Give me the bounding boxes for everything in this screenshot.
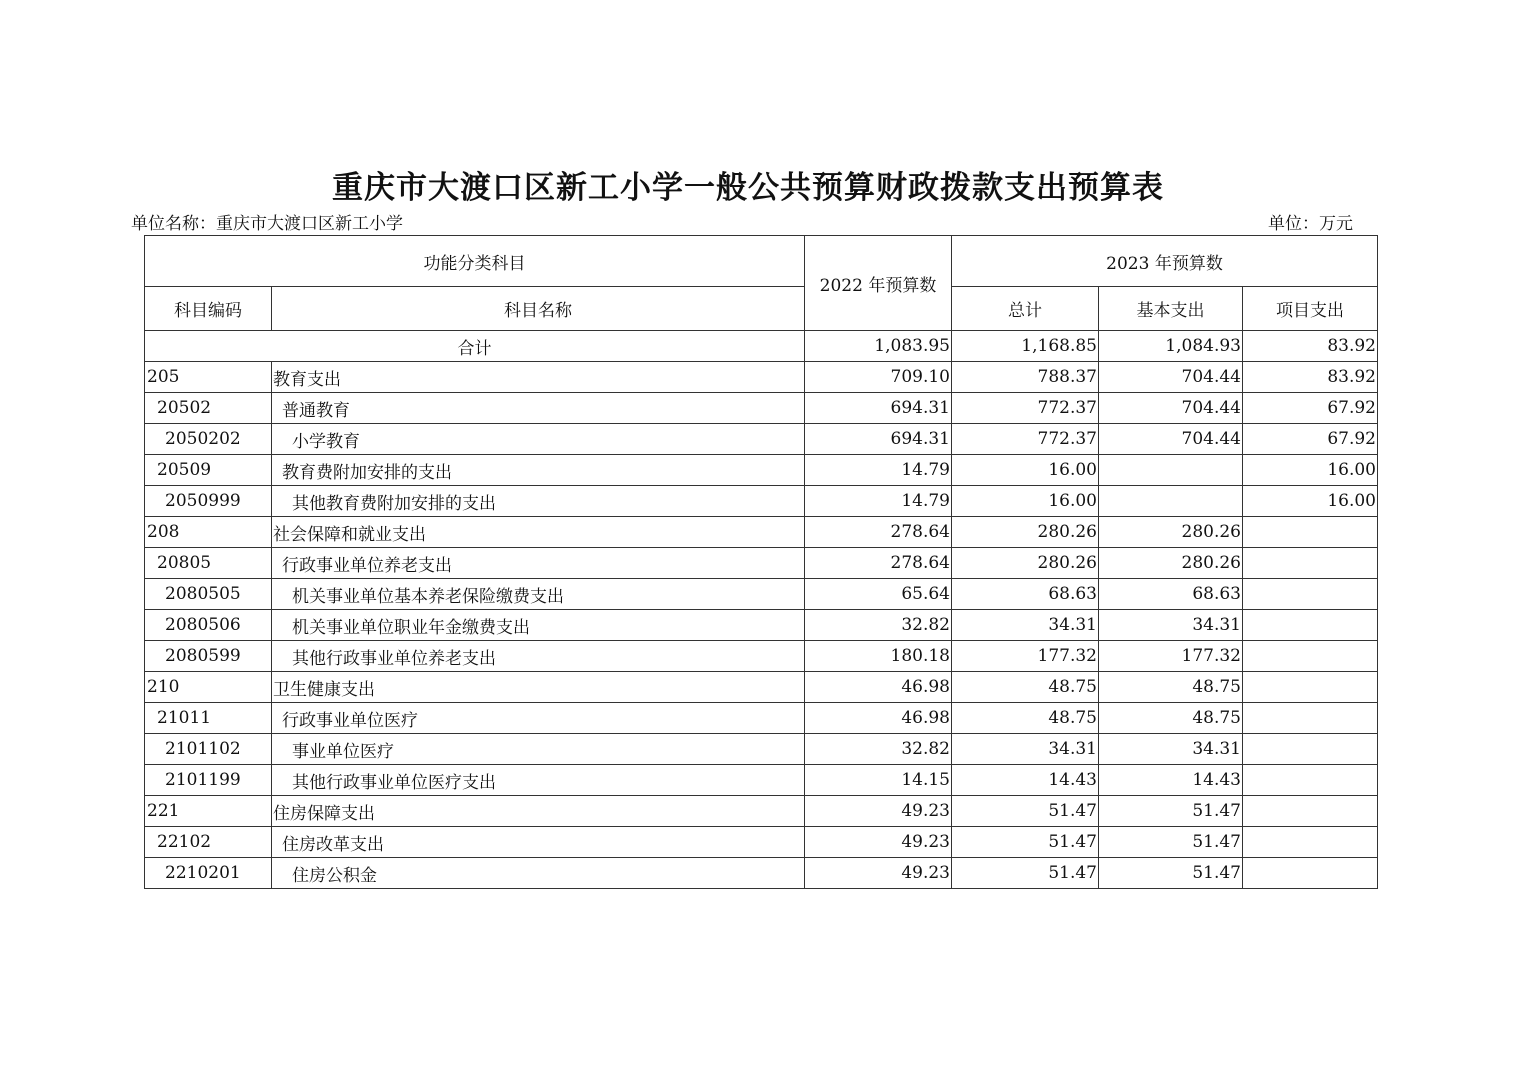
header-name: 科目名称: [272, 287, 805, 331]
row-total: 16.00: [952, 455, 1099, 486]
row-total: 772.37: [952, 424, 1099, 455]
table-row: [145, 610, 1378, 641]
row-project: 16.00: [1243, 455, 1378, 486]
table-row: [145, 765, 1378, 796]
table-row: [145, 796, 1378, 827]
unit-label: 单位：万元: [1268, 214, 1353, 234]
row-name: 行政事业单位养老支出: [272, 548, 805, 579]
row-code: 2050202: [145, 424, 272, 455]
row-name: 教育支出: [272, 362, 805, 393]
row-total: 34.31: [952, 734, 1099, 765]
row-project: 67.92: [1243, 424, 1378, 455]
row-code: 210: [145, 672, 272, 703]
table-row: [145, 672, 1378, 703]
total-label: 合计: [145, 331, 805, 362]
row-basic: 177.32: [1099, 641, 1243, 672]
row-project: [1243, 858, 1378, 889]
row-basic: 704.44: [1099, 424, 1243, 455]
row-project: [1243, 610, 1378, 641]
row-code: 2080506: [145, 610, 272, 641]
row-project: [1243, 641, 1378, 672]
row-code: 20509: [145, 455, 272, 486]
row-total: 280.26: [952, 548, 1099, 579]
row-total: 16.00: [952, 486, 1099, 517]
total-basic: 1,084.93: [1099, 331, 1243, 362]
row-name: 机关事业单位基本养老保险缴费支出: [272, 579, 805, 610]
row-code: 2101199: [145, 765, 272, 796]
row-b2022: 278.64: [805, 548, 952, 579]
row-code: 208: [145, 517, 272, 548]
table-row: [145, 362, 1378, 393]
row-total: 48.75: [952, 672, 1099, 703]
row-b2022: 180.18: [805, 641, 952, 672]
row-project: [1243, 548, 1378, 579]
row-basic: 280.26: [1099, 548, 1243, 579]
row-total: 51.47: [952, 858, 1099, 889]
row-b2022: 14.79: [805, 486, 952, 517]
row-total: 34.31: [952, 610, 1099, 641]
row-b2022: 49.23: [805, 796, 952, 827]
row-name: 普通教育: [272, 393, 805, 424]
row-b2022: 46.98: [805, 703, 952, 734]
row-basic: 48.75: [1099, 703, 1243, 734]
header-function-category: 功能分类科目: [145, 236, 805, 287]
row-project: [1243, 703, 1378, 734]
row-b2022: 14.15: [805, 765, 952, 796]
row-total: 788.37: [952, 362, 1099, 393]
budget-table: [144, 235, 1378, 889]
header-budget-2022: 2022 年预算数: [805, 236, 952, 331]
row-b2022: 32.82: [805, 610, 952, 641]
row-b2022: 49.23: [805, 858, 952, 889]
table-row: [145, 486, 1378, 517]
total-b2022: 1,083.95: [805, 331, 952, 362]
row-code: 20805: [145, 548, 272, 579]
row-b2022: 49.23: [805, 827, 952, 858]
row-basic: 34.31: [1099, 610, 1243, 641]
row-name: 行政事业单位医疗: [272, 703, 805, 734]
row-code: 22102: [145, 827, 272, 858]
row-code: 2080505: [145, 579, 272, 610]
table-row: [145, 858, 1378, 889]
row-b2022: 32.82: [805, 734, 952, 765]
row-basic: 68.63: [1099, 579, 1243, 610]
header-project: 项目支出: [1243, 287, 1378, 331]
header-code: 科目编码: [145, 287, 272, 331]
row-b2022: 14.79: [805, 455, 952, 486]
row-basic: 280.26: [1099, 517, 1243, 548]
table-row: [145, 393, 1378, 424]
row-project: [1243, 579, 1378, 610]
row-basic: 14.43: [1099, 765, 1243, 796]
row-total: 177.32: [952, 641, 1099, 672]
row-project: [1243, 517, 1378, 548]
row-project: 16.00: [1243, 486, 1378, 517]
table-row: [145, 424, 1378, 455]
row-basic: 51.47: [1099, 796, 1243, 827]
total-row: [145, 331, 1378, 362]
table-row: [145, 517, 1378, 548]
row-name: 卫生健康支出: [272, 672, 805, 703]
row-basic: 51.47: [1099, 827, 1243, 858]
total-project: 83.92: [1243, 331, 1378, 362]
page-title: 重庆市大渡口区新工小学一般公共预算财政拨款支出预算表: [332, 170, 1164, 206]
row-total: 772.37: [952, 393, 1099, 424]
budget-table-body: [145, 331, 1378, 889]
row-project: 83.92: [1243, 362, 1378, 393]
row-name: 社会保障和就业支出: [272, 517, 805, 548]
row-project: [1243, 827, 1378, 858]
row-b2022: 46.98: [805, 672, 952, 703]
row-name: 小学教育: [272, 424, 805, 455]
row-project: [1243, 672, 1378, 703]
row-basic: 704.44: [1099, 362, 1243, 393]
row-total: 14.43: [952, 765, 1099, 796]
row-code: 205: [145, 362, 272, 393]
row-basic: 51.47: [1099, 858, 1243, 889]
table-row: [145, 579, 1378, 610]
row-b2022: 694.31: [805, 424, 952, 455]
row-b2022: 709.10: [805, 362, 952, 393]
row-basic: 704.44: [1099, 393, 1243, 424]
row-name: 住房保障支出: [272, 796, 805, 827]
row-total: 51.47: [952, 796, 1099, 827]
row-name: 教育费附加安排的支出: [272, 455, 805, 486]
row-name: 其他行政事业单位医疗支出: [272, 765, 805, 796]
header-total: 总计: [952, 287, 1099, 331]
row-name: 其他教育费附加安排的支出: [272, 486, 805, 517]
row-name: 事业单位医疗: [272, 734, 805, 765]
table-row: [145, 548, 1378, 579]
table-row: [145, 455, 1378, 486]
row-b2022: 65.64: [805, 579, 952, 610]
row-total: 48.75: [952, 703, 1099, 734]
row-b2022: 694.31: [805, 393, 952, 424]
row-project: 67.92: [1243, 393, 1378, 424]
row-code: 21011: [145, 703, 272, 734]
row-name: 机关事业单位职业年金缴费支出: [272, 610, 805, 641]
row-basic: [1099, 455, 1243, 486]
row-total: 68.63: [952, 579, 1099, 610]
row-name: 其他行政事业单位养老支出: [272, 641, 805, 672]
row-total: 280.26: [952, 517, 1099, 548]
row-code: 2050999: [145, 486, 272, 517]
header-budget-2023: 2023 年预算数: [952, 236, 1378, 287]
row-code: 2210201: [145, 858, 272, 889]
row-project: [1243, 765, 1378, 796]
row-basic: [1099, 486, 1243, 517]
table-row: [145, 641, 1378, 672]
row-project: [1243, 796, 1378, 827]
row-code: 2101102: [145, 734, 272, 765]
row-name: 住房改革支出: [272, 827, 805, 858]
row-code: 20502: [145, 393, 272, 424]
table-row: [145, 734, 1378, 765]
row-b2022: 278.64: [805, 517, 952, 548]
total-total: 1,168.85: [952, 331, 1099, 362]
header-basic: 基本支出: [1099, 287, 1243, 331]
row-code: 2080599: [145, 641, 272, 672]
row-code: 221: [145, 796, 272, 827]
unit-name-label: 单位名称：重庆市大渡口区新工小学: [131, 214, 403, 234]
row-project: [1243, 734, 1378, 765]
table-row: [145, 703, 1378, 734]
row-name: 住房公积金: [272, 858, 805, 889]
row-total: 51.47: [952, 827, 1099, 858]
table-row: [145, 827, 1378, 858]
row-basic: 48.75: [1099, 672, 1243, 703]
row-basic: 34.31: [1099, 734, 1243, 765]
